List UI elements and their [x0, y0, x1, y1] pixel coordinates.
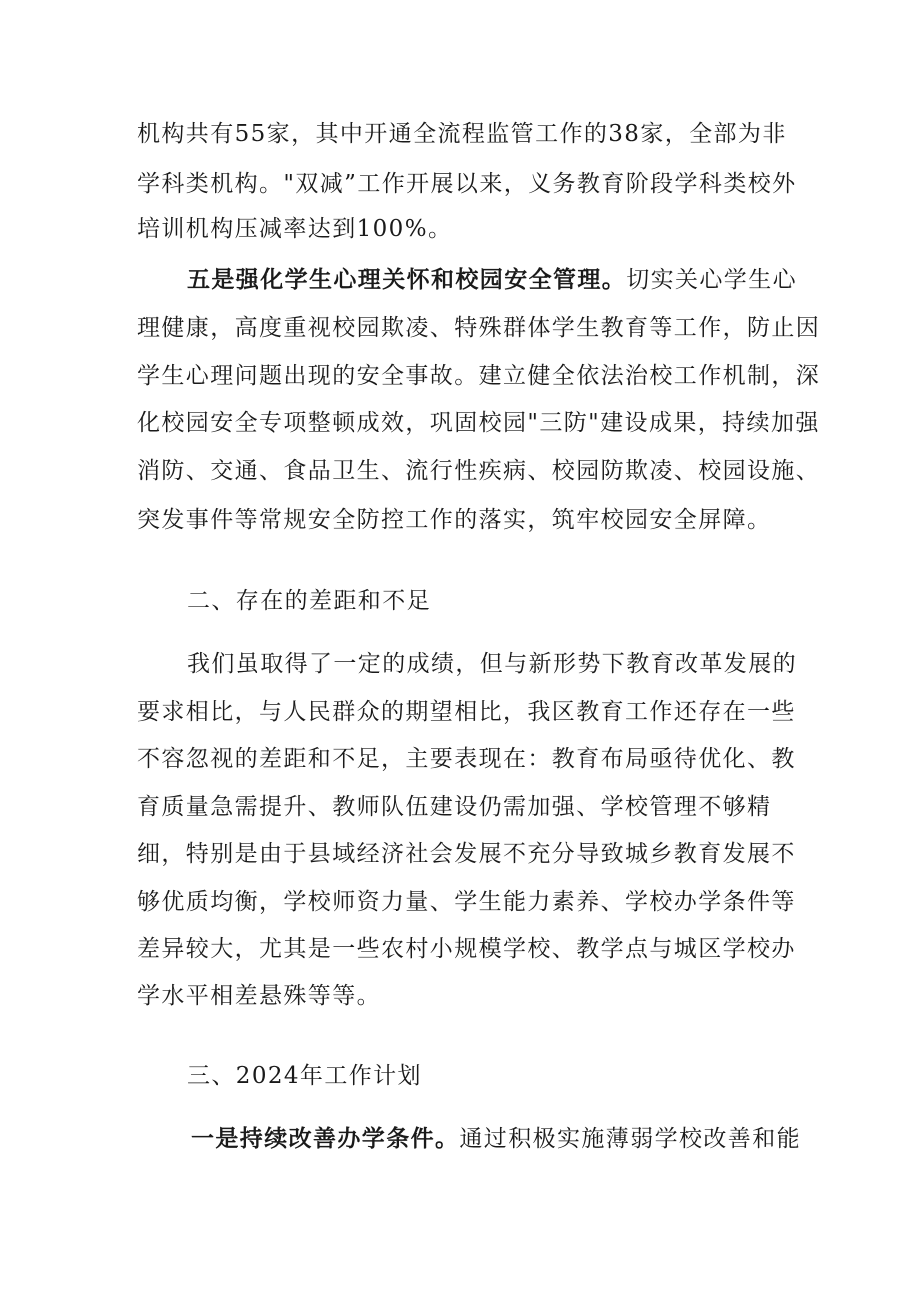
- text-line: 消防、交通、食品卫生、流行性疾病、校园防欺凌、校园设施、: [137, 458, 821, 484]
- section-heading: 三、2024年工作计划: [187, 1063, 422, 1089]
- text-line: 不容忽视的差距和不足，主要表现在：教育布局亟待优化、教: [137, 746, 796, 772]
- text-line: 学科类机构。"双减”工作开展以来，义务教育阶段学科类校外: [137, 171, 797, 197]
- text-line: 要求相比，与人民群众的期望相比，我区教育工作还存在一些: [137, 699, 796, 725]
- text-run: 通过积极实施薄弱学校改善和能: [459, 1126, 802, 1152]
- text-line: 够优质均衡，学校师资力量、学生能力素养、学校办学条件等: [137, 889, 796, 915]
- paragraph-lede: 一是持续改善办学条件。: [191, 1125, 460, 1152]
- text-run: 切实关心学生心: [626, 267, 798, 293]
- section-heading: 二、存在的差距和不足: [187, 588, 431, 614]
- text-line: 我们虽取得了一定的成绩，但与新形势下教育改革发展的: [187, 651, 797, 677]
- text-line: 机构共有55家，其中开通全流程监管工作的38家，全部为非: [137, 121, 787, 147]
- text-line: 化校园安全专项整顿成效，巩固校园"三防"建设成果，持续加强: [137, 410, 820, 436]
- text-line: 突发事件等常规安全防控工作的落实，筑牢校园安全屏障。: [137, 507, 772, 533]
- paragraph-lede: 五是强化学生心理关怀和校园安全管理。: [187, 266, 627, 293]
- text-line: 细，特别是由于县域经济社会发展不充分导致城乡教育发展不: [137, 841, 796, 867]
- text-line: 差异较大，尤其是一些农村小规模学校、教学点与城区学校办: [137, 936, 796, 962]
- text-line: 培训机构压减率达到100%。: [137, 216, 453, 242]
- text-line: [187, 265, 797, 295]
- text-line: 育质量急需提升、教师队伍建设仍需加强、学校管理不够精: [137, 794, 772, 820]
- text-line: 理健康，高度重视校园欺凌、特殊群体学生教育等工作，防止因: [137, 315, 821, 341]
- text-line: 学水平相差悬殊等等。: [137, 983, 381, 1009]
- text-line: 学生心理问题出现的安全事故。建立健全依法治校工作机制，深: [137, 363, 821, 389]
- text-line: [191, 1124, 801, 1154]
